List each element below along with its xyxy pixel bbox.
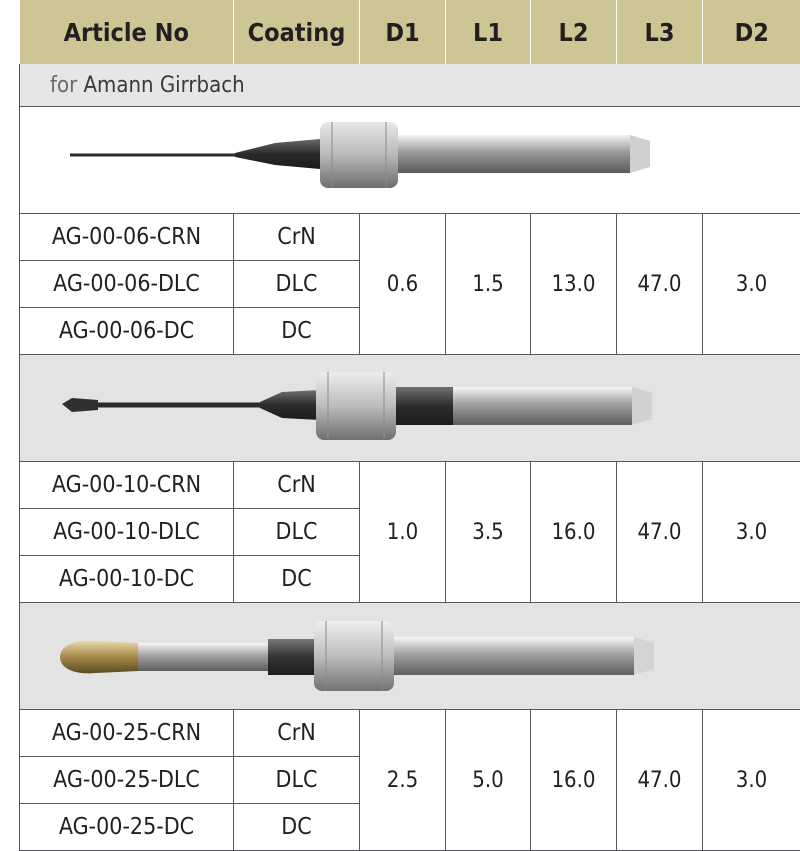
tool-image-cell	[20, 603, 800, 710]
article-no-cell: AG-00-10-DC	[20, 556, 234, 603]
l2-cell: 16.0	[531, 462, 617, 603]
dental-milling-bur-2.5-icon	[20, 609, 799, 703]
article-no-cell: AG-00-25-DLC	[20, 757, 234, 804]
header-l1: L1	[446, 0, 531, 64]
article-no-cell: AG-00-06-DLC	[20, 261, 234, 308]
coating-cell: CrN	[234, 710, 360, 757]
table-row	[20, 710, 800, 757]
l3-cell: 47.0	[617, 710, 703, 851]
d2-cell: 3.0	[703, 214, 800, 355]
table-row	[20, 462, 800, 509]
coating-cell: DLC	[234, 757, 360, 804]
l1-cell: 5.0	[446, 710, 531, 851]
coating-cell: DLC	[234, 509, 360, 556]
brand-cell	[20, 64, 800, 107]
d2-cell: 3.0	[703, 462, 800, 603]
coating-cell: CrN	[234, 214, 360, 261]
article-no-cell: AG-00-10-DLC	[20, 509, 234, 556]
article-no-cell: AG-00-06-CRN	[20, 214, 234, 261]
l3-cell: 47.0	[617, 462, 703, 603]
coating-cell: DC	[234, 804, 360, 851]
l2-cell: 16.0	[531, 710, 617, 851]
header-l3: L3	[617, 0, 703, 64]
article-no-cell: AG-00-06-DC	[20, 308, 234, 355]
header-l2: L2	[531, 0, 617, 64]
article-no-cell: AG-00-10-CRN	[20, 462, 234, 509]
coating-cell: CrN	[234, 462, 360, 509]
l2-cell: 13.0	[531, 214, 617, 355]
d1-cell: 2.5	[360, 710, 446, 851]
l3-cell: 47.0	[617, 214, 703, 355]
dental-milling-bur-1.0-icon	[20, 362, 799, 454]
d1-cell: 0.6	[360, 214, 446, 355]
table-row	[20, 214, 800, 261]
d1-cell: 1.0	[360, 462, 446, 603]
tool-image-cell	[20, 107, 800, 214]
header-d2: D2	[703, 0, 800, 64]
tool-image-row	[20, 355, 800, 462]
dental-milling-bur-0.6-icon	[20, 107, 799, 213]
header-article-no: Article No	[20, 0, 234, 64]
article-no-cell: AG-00-25-DC	[20, 804, 234, 851]
coating-cell: DLC	[234, 261, 360, 308]
product-spec-sheet	[19, 0, 800, 800]
coating-cell: DC	[234, 556, 360, 603]
brand-row	[20, 64, 800, 107]
brand-name: Amann Girrbach	[84, 73, 245, 98]
l1-cell: 3.5	[446, 462, 531, 603]
tool-image-cell	[20, 355, 800, 462]
header-row	[20, 0, 800, 64]
header-coating: Coating	[234, 0, 360, 64]
header-d1: D1	[360, 0, 446, 64]
article-no-cell: AG-00-25-CRN	[20, 710, 234, 757]
tool-image-row	[20, 603, 800, 710]
l1-cell: 1.5	[446, 214, 531, 355]
spec-table	[19, 0, 800, 851]
coating-cell: DC	[234, 308, 360, 355]
d2-cell: 3.0	[703, 710, 800, 851]
brand-prefix: for	[50, 73, 77, 98]
tool-image-row	[20, 107, 800, 214]
